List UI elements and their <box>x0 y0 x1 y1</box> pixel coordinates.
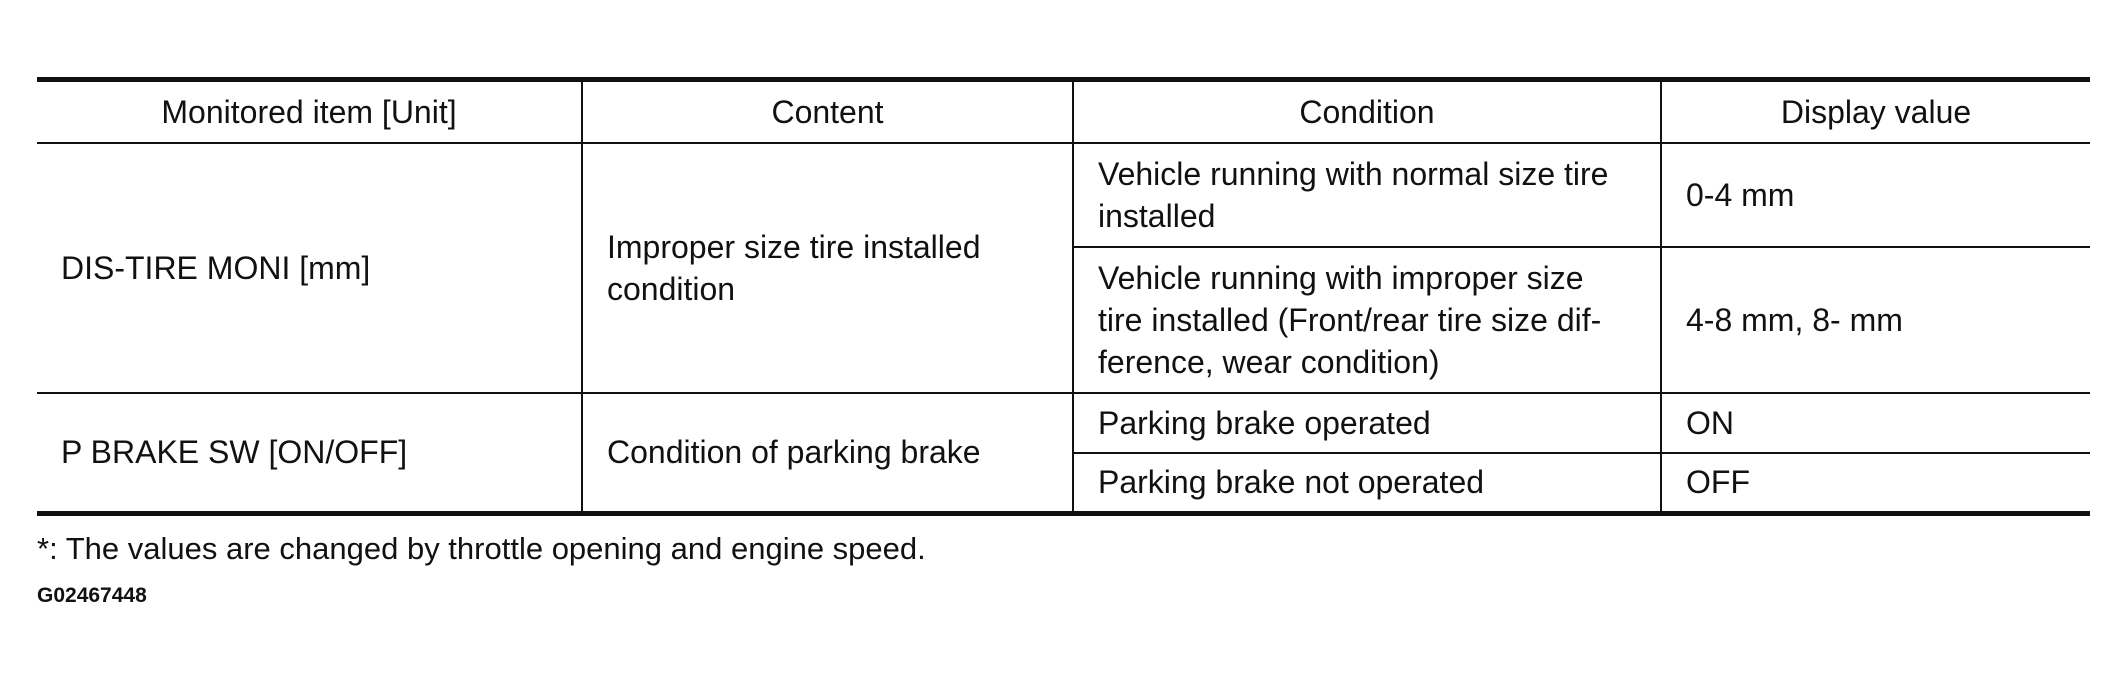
figure-code: G02467448 <box>37 584 147 607</box>
table-row <box>37 143 2090 247</box>
display-value-cell: 0-4 mm <box>1661 143 2090 247</box>
header-row <box>37 80 2090 144</box>
footnote: *: The values are changed by throttle opening and engine speed. <box>37 531 926 566</box>
display-value-cell: OFF <box>1661 453 2090 513</box>
table-header <box>37 80 2090 144</box>
condition-cell: Vehicle running with improper size tire installed (Front/rear tire size dif-ference, wear condition) <box>1073 247 1661 393</box>
monitored-item-cell: DIS-TIRE MONI [mm] <box>37 143 582 393</box>
header-content: Content <box>582 80 1073 144</box>
header-condition: Condition <box>1073 80 1661 144</box>
condition-cell: Parking brake operated <box>1073 393 1661 453</box>
condition-cell: Parking brake not operated <box>1073 453 1661 513</box>
condition-cell: Vehicle running with normal size tire installed <box>1073 143 1661 247</box>
header-display-value: Display value <box>1661 80 2090 144</box>
monitor-table <box>37 77 2090 516</box>
table-row <box>37 393 2090 453</box>
monitored-item-cell: P BRAKE SW [ON/OFF] <box>37 393 582 513</box>
display-value-cell: ON <box>1661 393 2090 453</box>
table-body <box>37 143 2090 513</box>
header-monitored-item: Monitored item [Unit] <box>37 80 582 144</box>
content-cell: Condition of parking brake <box>582 393 1073 513</box>
display-value-cell: 4-8 mm, 8- mm <box>1661 247 2090 393</box>
content-cell: Improper size tire installed condition <box>582 143 1073 393</box>
